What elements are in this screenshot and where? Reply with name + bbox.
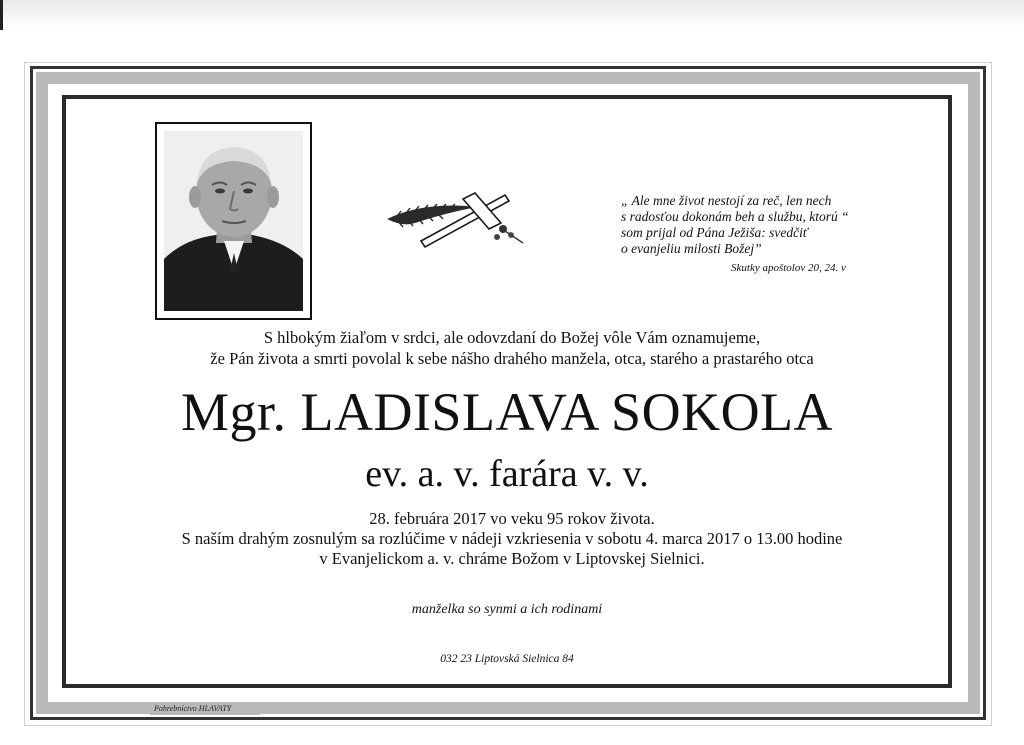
details-line: S naším drahým zosnulým sa rozlúčime v nádeji vzkriesenia v sobotu 4. marca 2017 o 13.00 hodine: [181, 529, 843, 548]
quote-line: o evanjeliu milosti Božej”: [621, 241, 762, 256]
portrait-photo: [164, 131, 303, 311]
cross-with-palm-icon: [385, 183, 545, 253]
scan-edge-mark: [0, 0, 3, 30]
bible-quote: [621, 193, 891, 257]
intro-line: že Pán života a smrti povolal k sebe nášho drahého manžela, otca, starého a prastarého otca: [210, 349, 814, 368]
printer-stamp: Pohrebníctvo HLAVATY: [150, 703, 260, 715]
details-line: v Evanjelickom a. v. chráme Božom v Liptovskej Sielnici.: [319, 549, 705, 568]
funeral-details: [100, 509, 924, 569]
deceased-title: ev. a. v. farára v. v.: [365, 453, 649, 495]
family-signature: manželka so synmi a ich rodinami: [411, 602, 603, 617]
deceased-name: Mgr. LADISLAVA SOKOLA: [180, 382, 834, 442]
portrait-frame: [155, 122, 312, 320]
quote-line: som prijal od Pána Ježiša: svedčiť: [621, 225, 808, 240]
quote-line: s radosťou dokonám beh a službu, ktorú “: [621, 209, 849, 224]
quote-source: Skutky apoštolov 20, 24. v: [731, 262, 846, 274]
scan-edge: [0, 0, 1024, 28]
family-address: 032 23 Liptovská Sielnica 84: [440, 653, 574, 665]
announcement-intro: [100, 327, 924, 369]
details-line: 28. februára 2017 vo veku 95 rokov života.: [369, 509, 655, 528]
intro-line: S hlbokým žiaľom v srdci, ale odovzdaní do Božej vôle Vám oznamujeme,: [263, 328, 761, 347]
quote-line: „ Ale mne život nestojí za reč, len nech: [621, 193, 832, 208]
